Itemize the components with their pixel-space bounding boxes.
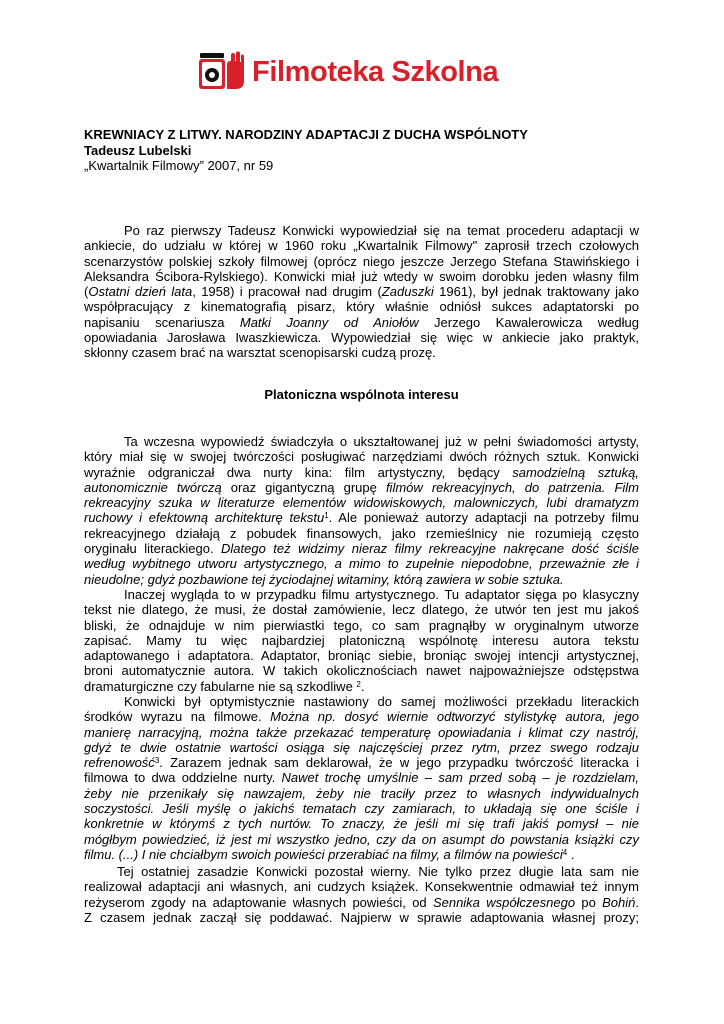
text-line: Po raz pierwszy Tadeusz Konwicki wypowiedział się na temat procederu adaptacji w [124, 223, 639, 238]
text-line: Inaczej wygląda to w przypadku filmu artystycznego. Tu adaptator sięga po klasyczny [124, 587, 639, 602]
text-line: scenarzystów polskiej szkoły filmowej (oprócz niego jeszcze Jerzego Stefana Stawińskiego i [84, 253, 639, 269]
text-line: zapisać. Mamy tu więc najbardziej platoniczną wspólnotę interesu autora tekstu [84, 632, 639, 648]
section-title: Platoniczna wspólnota interesu [264, 387, 459, 402]
footnote-ref: 2 [356, 679, 361, 689]
text-line: konkretnie w którymś z tych nurtów. To znaczy, że jeśli mi się trafi jakiś pomysł – nie [84, 816, 639, 832]
text-line: refrenowość$^3$. Zarazem jednak sam deklarował, że w jego przypadku twórczość literacka i [84, 755, 639, 771]
text-line: żeby nie przenikały się nawzajem, żeby nie traciły przez to własnych indywidualnych [84, 785, 639, 801]
text-line: reżyserom zgody na adaptowanie własnych powieści, od Sennika współczesnego po Bohiń. [84, 894, 639, 910]
text-line: adaptowanego i adaptatora. Adaptator, broniąc siebie, broniąc swojej intencji artystycznej, [84, 648, 639, 664]
text-line: wyraźnie odgraniczał dwa nurty kina: film artystyczny, będący samodzielną sztuką, [84, 464, 639, 480]
paragraph-2 [84, 434, 639, 587]
text-line: ankiecie, do udziału w której w 1960 roku „Kwartalnik Filmowy" zaprosił trzech czołowych [84, 238, 639, 254]
text-line: Z czasem jednak zaczął się poddawać. Najpierw w sprawie adaptowania własnej prozy; [84, 909, 639, 925]
text-line: rekreacyjnego działają z pobudek finansowych, jako rzemieślnicy nie rozumieją często [84, 525, 639, 541]
text-line: Konwicki był optymistycznie nastawiony do samej możliwości przekładu literackich [124, 694, 639, 709]
text-line: gdyż te dwie ostatnie wartości osiąga się najczęściej przez rytm, przez swego rodzaju [84, 739, 639, 755]
article-source: „Kwartalnik Filmowy” 2007, nr 59 [84, 158, 274, 173]
text-line: środków wyrazu na filmowe. Można np. dosyć wiernie odtworzyć stylistykę autora, jego [84, 709, 639, 725]
text-line: manierę narracyjną, można także przekazać temperaturę opowiadania i klimat czy nastrój, [84, 724, 639, 740]
document-header [84, 127, 644, 174]
text-line: Tej ostatniej zasadzie Konwicki pozostał wierny. Nie tylko przez długie lata sam nie [117, 864, 639, 879]
text-line: Ta wczesna wypowiedź świadczyła o ukształtowanej już w pełni świadomości artysty, [124, 434, 639, 449]
paragraph-5 [84, 864, 639, 925]
text-line: tekst nie dlatego, że musi, że dostał zamówienie, lecz dlatego, że utwór ten jest mu jakoś [84, 602, 639, 618]
film-title: Ostatni dzień lata [88, 284, 193, 300]
article-author: Tadeusz Lubelski [84, 142, 192, 158]
text-line: Aleksandra Ścibora-Rylskiego). Konwicki miał już wtedy w swoim dorobku jeden własny film [84, 268, 639, 284]
film-title: Zaduszki [381, 284, 434, 300]
text-line: współpracujący z kinematografią pisarz, który właśnie odniósł sukces adaptatorski po [84, 299, 639, 315]
text-line: bliski, że odnajduje w nim pierwiastki tego, co sam pragnąłby w oryginalnym utworze [84, 617, 639, 633]
text-line: realizował adaptacji ani własnych, ani cudzych książek. Konsekwentnie odmawiał też innym [84, 879, 639, 895]
text-line: filmu. (...) I nie chciałbym swoich powieści przerabiać na filmy, a filmów na powieści$^4$ . [84, 846, 575, 862]
text-line: broni automatycznie autora. W takich okolicznościach nawet najpoważniejsze odstępstwa [84, 663, 639, 679]
paragraph-4 [84, 694, 639, 862]
text-line: rekreacyjny szuka w literaturze elementów widowiskowych, malowniczych, lubi dramatyzm [84, 495, 639, 511]
text-line: soczystości. Jeśli myślę o jakichś tematach czy zamiarach, to układają się one ściśle i [84, 801, 639, 817]
text-line: ruchowy i efektowną architekturę tekstu$^1$. Ale ponieważ autorzy adaptacji na potrzeby filmu [84, 510, 639, 526]
paragraph-3 [84, 587, 639, 694]
article-title: KREWNIACY Z LITWY. NARODZINY ADAPTACJI Z DUCHA WSPÓLNOTY [84, 127, 528, 142]
logo-text: Filmoteka Szkolna [252, 56, 499, 88]
text-line: skłonny czasem brać na warsztat scenopisarski cudzą prozę. [84, 345, 436, 361]
text-line: nieudolne; gdyż pozbawione tej życiodajnej witaminy, którą zawiera w sobie sztuka. [84, 571, 564, 587]
text-line: oryginału literackiego. Dlatego też widzimy nieraz filmy rekreacyjne nakręcane dość ściśle [84, 541, 639, 557]
text-line: opowiadania Jarosława Iwaszkiewicza. Wypowiedział się więc w ankiecie jako praktyk, [84, 330, 639, 346]
text-line: (Ostatni dzień lata, 1958) i pracował nad drugim (Zaduszki 1961), był jednak traktowany jako [84, 284, 640, 300]
text-line: napisaniu scenariusza Matki Joanny od Aniołów Jerzego Kawalerowicza według [84, 314, 639, 330]
text-line: mógłbym powiedzieć, iż jest mi wszystko jedno, czy da on asumpt do powstania książki czy [84, 831, 639, 847]
text-line: według wybitnego utworu artystycznego, a mimo to zupełnie niepodobne, przeważnie złe i [84, 556, 639, 572]
text-line: dramaturgiczne czy fabularne nie są szkodliwe $^2$. [84, 678, 365, 694]
text-line: filmowa to dwa oddzielne nurty. Nawet trochę umyślnie – sam przed sobą – je rozdzielam, [84, 770, 639, 786]
footnote-ref: 1 [324, 511, 329, 521]
filmoteka-logo [196, 50, 498, 94]
film-title: Matki Joanny od Aniołów [239, 314, 419, 330]
footnote-ref: 4 [562, 847, 568, 857]
text-line: autonomicznie twórczą oraz gigantyczną grupę filmów rekreacyjnych, do patrzenia. Film [84, 479, 639, 495]
film-camera-hand-logo-icon [196, 51, 246, 93]
text-line: który miał się w swojej twórczości posługiwać narzędziami dwóch różnych sztuk. Konwicki [84, 449, 639, 465]
footnote-ref: 3 [154, 756, 160, 766]
paragraph-1 [84, 223, 639, 361]
